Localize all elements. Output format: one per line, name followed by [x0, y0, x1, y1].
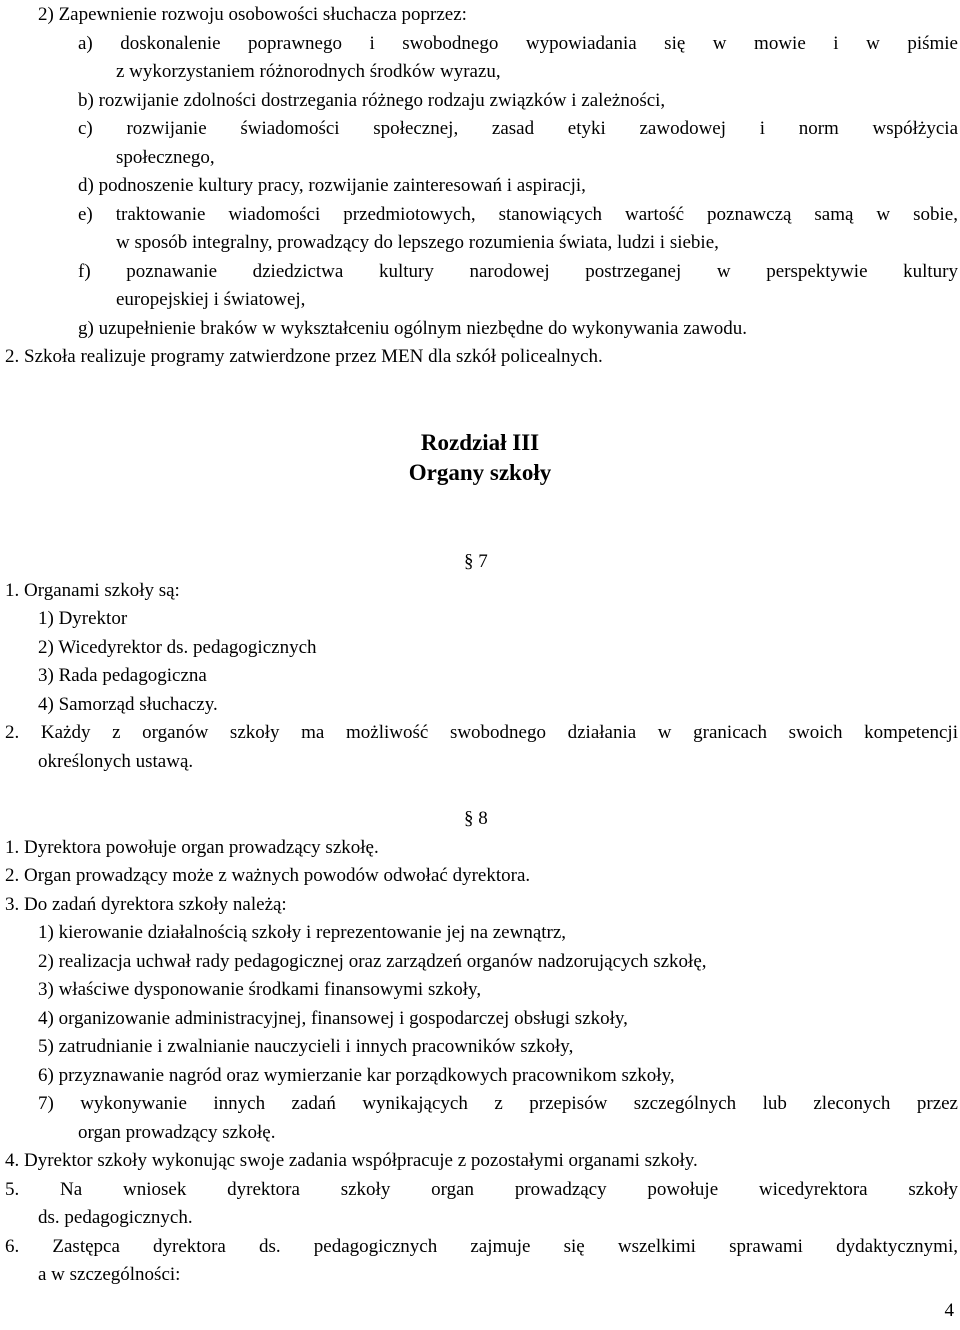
s8-task-1: 1) kierowanie działalnością szkoły i reprezentowanie jej na zewnątrz, — [38, 922, 567, 943]
s7-paragraph-1: 1. Organami szkoły są: — [5, 580, 180, 601]
intro-paragraph-2: 2. Szkoła realizuje programy zatwierdzone przez MEN dla szkół policealnych. — [5, 346, 603, 367]
section-8-heading: § 8 — [464, 808, 488, 829]
chapter-subtitle: Organy szkoły — [408, 460, 552, 485]
s8-paragraph-6-line1: 6. Zastępca dyrektora ds. pedagogicznych zajmuje się wszelkimi sprawami dydaktycznymi, — [5, 1236, 958, 1257]
intro-item-a-line1: a) doskonalenie poprawnego i swobodnego wypowiadania się w mowie i w piśmie — [78, 33, 958, 54]
s8-task-2: 2) realizacja uchwał rady pedagogicznej oraz zarządzeń organów nadzorujących szkołę, — [38, 951, 707, 972]
intro-item-f-line1: f) poznawanie dziedzictwa kultury narodowej postrzeganej w perspektywie kultury — [78, 261, 958, 282]
s7-list-item-3: 3) Rada pedagogiczna — [38, 665, 207, 686]
s8-paragraph-2: 2. Organ prowadzący może z ważnych powodów odwołać dyrektora. — [5, 865, 531, 886]
intro-item-c-line2: społecznego, — [116, 147, 215, 168]
intro-item-2: 2) Zapewnienie rozwoju osobowości słuchacza poprzez: — [38, 4, 467, 25]
intro-item-e-line2: w sposób integralny, prowadzący do lepszego rozumienia świata, ludzi i siebie, — [116, 232, 719, 253]
s8-paragraph-5-line1: 5. Na wniosek dyrektora szkoły organ prowadzący powołuje wicedyrektora szkoły — [5, 1179, 958, 1200]
s7-list-item-1: 1) Dyrektor — [38, 608, 128, 629]
s7-list-item-4: 4) Samorząd słuchaczy. — [38, 694, 218, 715]
intro-item-b: b) rozwijanie zdolności dostrzegania różnego rodzaju związków i zależności, — [78, 90, 666, 111]
chapter-title: Rozdział III — [420, 430, 540, 455]
intro-item-d: d) podnoszenie kultury pracy, rozwijanie zainteresowań i aspiracji, — [78, 175, 586, 196]
s8-paragraph-5-line2: ds. pedagogicznych. — [38, 1207, 193, 1228]
intro-item-a-line2: z wykorzystaniem różnorodnych środków wyrazu, — [116, 61, 501, 82]
s7-list-item-2: 2) Wicedyrektor ds. pedagogicznych — [38, 637, 317, 658]
s8-task-3: 3) właściwe dysponowanie środkami finansowymi szkoły, — [38, 979, 482, 1000]
intro-item-c-line1: c) rozwijanie świadomości społecznej, zasad etyki zawodowej i norm współżycia — [78, 118, 958, 139]
s8-paragraph-4: 4. Dyrektor szkoły wykonując swoje zadania współpracuje z pozostałymi organami szkoły. — [5, 1150, 698, 1171]
s8-paragraph-3: 3. Do zadań dyrektora szkoły należą: — [5, 894, 287, 915]
intro-item-e-line1: e) traktowanie wiadomości przedmiotowych, stanowiących wartość poznawczą samą w sobie, — [78, 204, 958, 225]
s8-task-7-line2: organ prowadzący szkołę. — [78, 1122, 276, 1143]
page-number: 4 — [944, 1300, 954, 1321]
s7-paragraph-2-line2: określonych ustawą. — [38, 751, 194, 772]
s8-task-7-line1: 7) wykonywanie innych zadań wynikających z przepisów szczególnych lub zleconych przez — [38, 1093, 958, 1114]
s8-task-5: 5) zatrudnianie i zwalnianie nauczycieli i innych pracowników szkoły, — [38, 1036, 574, 1057]
section-7-heading: § 7 — [464, 551, 488, 572]
s8-paragraph-1: 1. Dyrektora powołuje organ prowadzący szkołę. — [5, 837, 379, 858]
s8-task-4: 4) organizowanie administracyjnej, finansowej i gospodarczej obsługi szkoły, — [38, 1008, 628, 1029]
s7-paragraph-2-line1: 2. Każdy z organów szkoły ma możliwość swobodnego działania w granicach swoich kompetencji — [5, 722, 958, 743]
intro-item-g: g) uzupełnienie braków w wykształceniu ogólnym niezbędne do wykonywania zawodu. — [78, 318, 748, 339]
intro-item-f-line2: europejskiej i światowej, — [116, 289, 306, 310]
s8-paragraph-6-line2: a w szczególności: — [38, 1264, 181, 1285]
s8-task-6: 6) przyznawanie nagród oraz wymierzanie kar porządkowych pracownikom szkoły, — [38, 1065, 675, 1086]
